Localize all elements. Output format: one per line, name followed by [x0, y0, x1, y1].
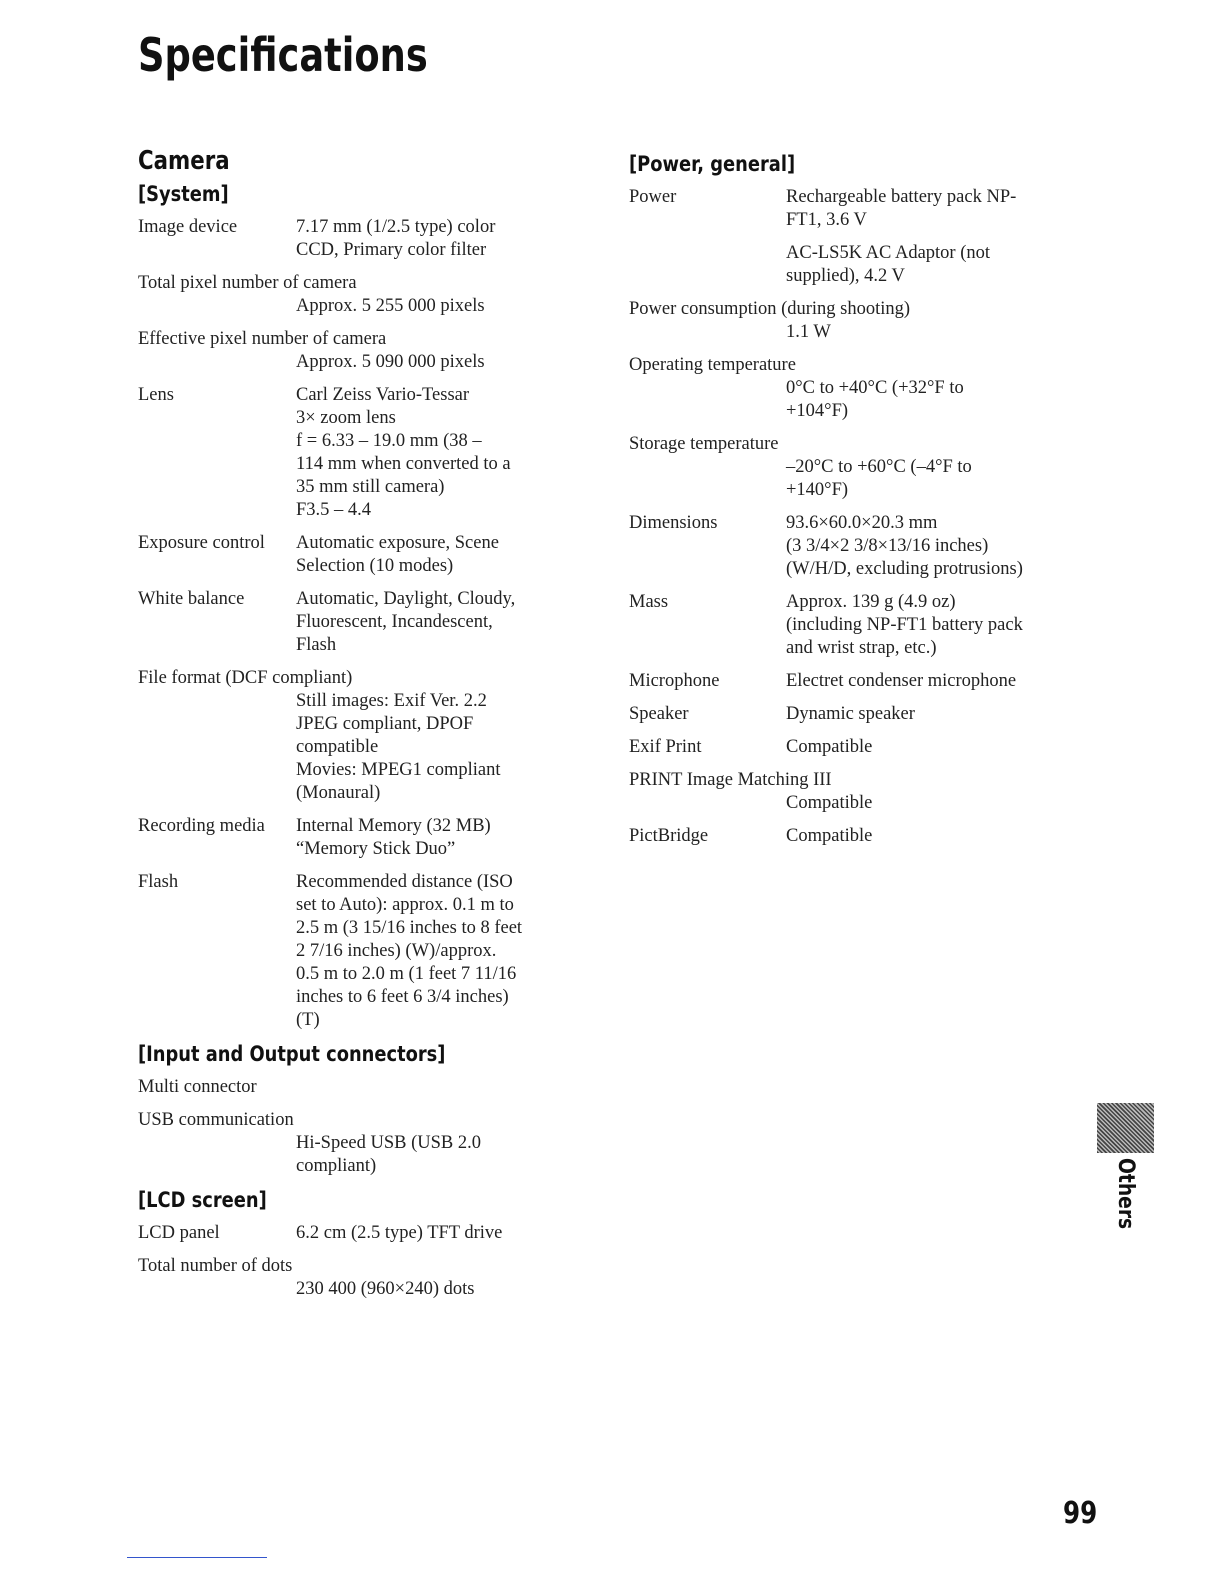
spec-value-line: Still images: Exif Ver. 2.2 — [296, 691, 487, 711]
spec-value — [629, 321, 1079, 344]
spec-value-line: Approx. 5 255 000 pixels — [296, 296, 485, 316]
spec-value-line: Compatible — [786, 737, 873, 757]
spec-row-microphone — [629, 670, 1079, 693]
spec-row-power-consumption-during-shooting — [629, 298, 1079, 344]
spec-value — [296, 815, 578, 861]
spec-value-line: 0.5 m to 2.0 m (1 feet 7 11/16 — [296, 964, 517, 984]
spec-label: Speaker — [629, 704, 689, 724]
spec-value-line: (W/H/D, excluding protrusions) — [786, 559, 1023, 579]
spec-value-line: f = 6.33 – 19.0 mm (38 – — [296, 431, 482, 451]
spec-value-line: 2.5 m (3 15/16 inches to 8 feet — [296, 918, 523, 938]
spec-value — [786, 670, 1079, 693]
spec-value-line: supplied), 4.2 V — [786, 266, 905, 286]
spec-value — [786, 736, 1079, 759]
spec-value-line: Approx. 139 g (4.9 oz) — [786, 592, 956, 612]
spec-value-line: 1.1 W — [786, 322, 831, 342]
spec-label: Dimensions — [629, 513, 718, 533]
spec-row-white-balance — [138, 588, 578, 657]
spec-label: Power — [629, 187, 677, 207]
spec-value-line: 3× zoom lens — [296, 408, 396, 428]
spec-value-line: (Monaural) — [296, 783, 381, 803]
spec-value-line: set to Auto): approx. 0.1 m to — [296, 895, 514, 915]
spec-value-line: 0°C to +40°C (+32°F to — [786, 378, 964, 398]
right-column — [629, 146, 1079, 858]
spec-value — [786, 703, 1079, 726]
section-heading-lcd-screen: [LCD screen] — [138, 1188, 267, 1212]
spec-label: LCD panel — [138, 1223, 220, 1243]
spec-value — [138, 1278, 578, 1301]
spec-value — [296, 384, 578, 522]
spec-value-line: Fluorescent, Incandescent, — [296, 612, 493, 632]
spec-value-line: FT1, 3.6 V — [786, 210, 867, 230]
spec-label: Effective pixel number of camera — [138, 329, 387, 349]
spec-value — [629, 242, 1079, 288]
spec-value-line: (T) — [296, 1010, 320, 1030]
spec-row-speaker — [629, 703, 1079, 726]
spec-row-lens — [138, 384, 578, 522]
spec-value-line: +140°F) — [786, 480, 849, 500]
spec-value-line: 2 7/16 inches) (W)/approx. — [296, 941, 497, 961]
spec-value-line: compliant) — [296, 1156, 377, 1176]
spec-label: PRINT Image Matching III — [629, 770, 832, 790]
section-heading-system: [System] — [138, 182, 229, 206]
spec-value — [296, 588, 578, 657]
spec-value — [138, 351, 578, 374]
spec-row-image-device — [138, 216, 578, 262]
left-column — [138, 146, 578, 1311]
spec-value-line: Movies: MPEG1 compliant — [296, 760, 501, 780]
spec-label: Total pixel number of camera — [138, 273, 357, 293]
spec-value-line: and wrist strap, etc.) — [786, 638, 937, 658]
spec-value-line: Rechargeable battery pack NP- — [786, 187, 1017, 207]
spec-label: Exposure control — [138, 533, 265, 553]
spec-value — [296, 871, 578, 1032]
spec-row-mass — [629, 591, 1079, 660]
right-sections — [629, 152, 1079, 848]
spec-value-line: 114 mm when converted to a — [296, 454, 511, 474]
spec-label: Multi connector — [138, 1077, 257, 1097]
spec-label: Total number of dots — [138, 1256, 293, 1276]
spec-value — [629, 377, 1079, 423]
spec-label: Operating temperature — [629, 355, 796, 375]
spec-value-line: (3 3/4×2 3/8×13/16 inches) — [786, 536, 989, 556]
spec-row-storage-temperature — [629, 433, 1079, 502]
footer-rule — [127, 1557, 267, 1558]
spec-value-line: Carl Zeiss Vario-Tessar — [296, 385, 470, 405]
spec-row-exif-print — [629, 736, 1079, 759]
spec-row-power — [629, 186, 1079, 232]
spec-value-line: (including NP-FT1 battery pack — [786, 615, 1023, 635]
spec-value-line: +104°F) — [786, 401, 849, 421]
spec-label: Power consumption (during shooting) — [629, 299, 911, 319]
spec-value — [296, 216, 578, 262]
spec-row-effective-pixel-number-of-camera — [138, 328, 578, 374]
spec-value-line: 35 mm still camera) — [296, 477, 445, 497]
spec-value-line: Compatible — [786, 793, 873, 813]
spec-label: Storage temperature — [629, 434, 779, 454]
spec-value — [138, 690, 578, 805]
spec-value-line: Approx. 5 090 000 pixels — [296, 352, 485, 372]
spec-label: PictBridge — [629, 826, 709, 846]
spec-value-line: Internal Memory (32 MB) — [296, 816, 491, 836]
spec-value — [786, 591, 1079, 660]
spec-label: File format (DCF compliant) — [138, 668, 353, 688]
spec-value-line: 230 400 (960×240) dots — [296, 1279, 475, 1299]
spec-value — [786, 186, 1079, 232]
spec-value-line: Hi-Speed USB (USB 2.0 — [296, 1133, 482, 1153]
spec-row-dimensions — [629, 512, 1079, 581]
spec-value — [786, 825, 1079, 848]
spec-row-power-alt — [629, 242, 1079, 288]
spec-label: Flash — [138, 872, 179, 892]
spec-value-line: Electret condenser microphone — [786, 671, 1017, 691]
spec-label: USB communication — [138, 1110, 294, 1130]
spec-value-line: F3.5 – 4.4 — [296, 500, 372, 520]
spec-row-operating-temperature — [629, 354, 1079, 423]
spec-value — [138, 1132, 578, 1178]
section-heading-power-general: [Power, general] — [629, 152, 796, 176]
spec-label: Recording media — [138, 816, 265, 836]
spec-value-line: Automatic exposure, Scene — [296, 533, 499, 553]
spec-value-line: 6.2 cm (2.5 type) TFT drive — [296, 1223, 503, 1243]
spec-value-line: Recommended distance (ISO — [296, 872, 513, 892]
page-title: Specifications — [138, 28, 428, 82]
spec-label: White balance — [138, 589, 245, 609]
spec-row-lcd-panel — [138, 1222, 578, 1245]
spec-row-flash — [138, 871, 578, 1032]
spec-value-line: Dynamic speaker — [786, 704, 915, 724]
spec-row-pictbridge — [629, 825, 1079, 848]
spec-value-line: Compatible — [786, 826, 873, 846]
spec-value — [296, 532, 578, 578]
spec-value-line: JPEG compliant, DPOF — [296, 714, 474, 734]
spec-row-exposure-control — [138, 532, 578, 578]
spec-row-usb-communication — [138, 1109, 578, 1178]
spec-value-line: inches to 6 feet 6 3/4 inches) — [296, 987, 509, 1007]
section-heading-input-and-output-connectors: [Input and Output connectors] — [138, 1042, 446, 1066]
spec-row-recording-media — [138, 815, 578, 861]
spec-row-file-format-dcf-compliant — [138, 667, 578, 805]
spec-row-total-pixel-number-of-camera — [138, 272, 578, 318]
spec-value-line: Automatic, Daylight, Cloudy, — [296, 589, 516, 609]
spec-value — [629, 792, 1079, 815]
spec-label: Microphone — [629, 671, 720, 691]
spec-row-multi-connector — [138, 1076, 578, 1099]
left-sections — [138, 182, 578, 1301]
spec-value — [786, 512, 1079, 581]
spec-value — [138, 295, 578, 318]
spec-value-line: Flash — [296, 635, 337, 655]
spec-value-line: compatible — [296, 737, 379, 757]
spec-row-total-number-of-dots — [138, 1255, 578, 1301]
spec-label: Image device — [138, 217, 238, 237]
camera-heading: Camera — [138, 146, 230, 176]
spec-value-line: 93.6×60.0×20.3 mm — [786, 513, 938, 533]
spec-value — [629, 456, 1079, 502]
spec-label: Exif Print — [629, 737, 702, 757]
spec-value-line: CCD, Primary color filter — [296, 240, 487, 260]
spec-value — [296, 1222, 578, 1245]
spec-label: Lens — [138, 385, 174, 405]
section-tab-marker — [1097, 1103, 1154, 1153]
spec-value-line: –20°C to +60°C (–4°F to — [786, 457, 972, 477]
spec-value-line: Selection (10 modes) — [296, 556, 454, 576]
spec-value-line: “Memory Stick Duo” — [296, 839, 456, 859]
spec-label: Mass — [629, 592, 669, 612]
spec-value-line: 7.17 mm (1/2.5 type) color — [296, 217, 496, 237]
page-number: 99 — [1063, 1496, 1098, 1531]
spec-value-line: AC-LS5K AC Adaptor (not — [786, 243, 991, 263]
spec-row-print-image-matching-iii — [629, 769, 1079, 815]
side-tab-label: Others — [1113, 1158, 1138, 1230]
